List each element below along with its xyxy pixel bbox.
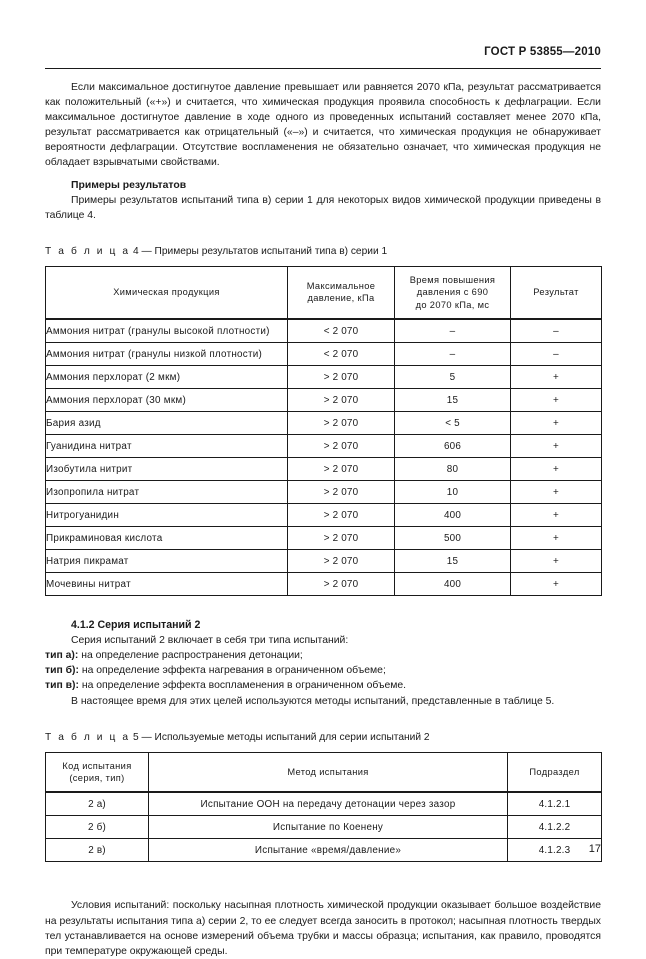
paragraph-series2-intro: Серия испытаний 2 включает в себя три типа испытаний: (71, 635, 349, 647)
table5-col-code-line2: (серия, тип) (69, 773, 125, 784)
table4-cell-rise-time: 15 (395, 550, 511, 573)
table4-header-row (46, 266, 602, 319)
table4-cell-max-pressure: > 2 070 (288, 458, 395, 481)
paragraph-deflagration-criteria: Если максимальное достигнутое давление превышает или равняется 2070 кПа, результат рассматривается как положительный («+») и считается, что химическая продукция проявила способность к дефлаграции. Если максимальное достигнутое давление в ходе одного из проведенных испытаний составляет менее 2070 кПа, результат рассматривается как отрицательный («–») и считается, что химическая продукция не обнаруживает вероятности дефлаграции. Отсутствие воспламенения не обязательно означает, что химическая продукция не обладает взрывчатыми свойствами. (45, 82, 601, 169)
table4-cell-rise-time: – (395, 343, 511, 366)
table4-col-result: Результат (511, 266, 602, 319)
table4-cell-product: Аммония перхлорат (2 мкм) (46, 366, 288, 389)
table4-cell-rise-time: 606 (395, 435, 511, 458)
type-b-label: тип б): (45, 665, 79, 677)
list-item-type-v (45, 678, 601, 693)
table4-cell-rise-time: – (395, 319, 511, 343)
table4-cell-product: Изобутила нитрит (46, 458, 288, 481)
table4-cell-product: Гуанидина нитрат (46, 435, 288, 458)
table-row (46, 481, 602, 504)
table5-caption-number: 5 (133, 731, 139, 743)
table4-cell-max-pressure: > 2 070 (288, 366, 395, 389)
table4-cell-result: + (511, 550, 602, 573)
table-5-test-methods (45, 752, 602, 863)
table-row (46, 343, 602, 366)
table-row (46, 550, 602, 573)
table4-caption-number: 4 (133, 245, 139, 257)
table4-cell-max-pressure: < 2 070 (288, 319, 395, 343)
table4-cell-max-pressure: > 2 070 (288, 389, 395, 412)
table5-cell-subsection: 4.1.2.3 (508, 839, 602, 862)
table5-col-method: Метод испытания (149, 752, 508, 792)
table4-cell-result: + (511, 458, 602, 481)
table4-col-max-pressure (288, 266, 395, 319)
table4-cell-product: Аммония перхлорат (30 мкм) (46, 389, 288, 412)
table4-cell-rise-time: 80 (395, 458, 511, 481)
list-item-type-b (45, 663, 601, 678)
table4-head (46, 266, 602, 319)
table4-cell-product: Аммония нитрат (гранулы высокой плотности) (46, 319, 288, 343)
table4-cell-result: + (511, 504, 602, 527)
table5-header-row (46, 752, 602, 792)
table4-caption-label: Т а б л и ц а (45, 245, 131, 257)
table4-col-max-pressure-line2: давление, кПа (307, 293, 375, 304)
table4-cell-result: + (511, 366, 602, 389)
table4-caption (45, 245, 601, 259)
table4-col-rise-time-line1: Время повышения (409, 274, 496, 285)
table5-cell-subsection: 4.1.2.1 (508, 792, 602, 816)
table4-cell-max-pressure: > 2 070 (288, 504, 395, 527)
table-row (46, 816, 602, 839)
section-heading-4-1-2: 4.1.2 Серия испытаний 2 (71, 619, 201, 632)
table4-cell-rise-time: 400 (395, 504, 511, 527)
table4-cell-product: Аммония нитрат (гранулы низкой плотности) (46, 343, 288, 366)
type-v-label: тип в): (45, 680, 79, 692)
table4-col-product: Химическая продукция (46, 266, 288, 319)
table-row (46, 573, 602, 596)
table4-cell-result: + (511, 573, 602, 596)
table-row (46, 366, 602, 389)
table-4-test-results (45, 266, 602, 596)
table5-cell-subsection: 4.1.2.2 (508, 816, 602, 839)
table-row (46, 319, 602, 343)
table-row (46, 458, 602, 481)
table4-cell-product: Натрия пикрамат (46, 550, 288, 573)
table4-cell-max-pressure: > 2 070 (288, 412, 395, 435)
table4-cell-rise-time: 500 (395, 527, 511, 550)
table4-cell-max-pressure: > 2 070 (288, 435, 395, 458)
table5-cell-method: Испытание по Коенену (149, 816, 508, 839)
table-row (46, 389, 602, 412)
table4-cell-rise-time: 5 (395, 366, 511, 389)
table4-cell-max-pressure: < 2 070 (288, 343, 395, 366)
table-row (46, 839, 602, 862)
table4-body (46, 319, 602, 596)
list-item-type-a (45, 648, 601, 663)
header-rule-divider (45, 68, 601, 69)
table5-cell-code: 2 в) (46, 839, 149, 862)
table4-cell-product: Бария азид (46, 412, 288, 435)
table4-cell-result: + (511, 412, 602, 435)
table5-cell-method: Испытание ООН на передачу детонации через зазор (149, 792, 508, 816)
table5-cell-code: 2 б) (46, 816, 149, 839)
table4-cell-product: Мочевины нитрат (46, 573, 288, 596)
table4-cell-max-pressure: > 2 070 (288, 550, 395, 573)
table4-cell-product: Изопропила нитрат (46, 481, 288, 504)
table5-cell-method: Испытание «время/давление» (149, 839, 508, 862)
table4-col-rise-time-line2: давления с 690 (416, 287, 489, 298)
table5-body (46, 792, 602, 862)
table4-cell-rise-time: < 5 (395, 412, 511, 435)
table-row (46, 435, 602, 458)
table4-cell-rise-time: 400 (395, 573, 511, 596)
table5-col-code-line1: Код испытания (62, 760, 132, 771)
table4-cell-rise-time: 15 (395, 389, 511, 412)
table5-col-code (46, 752, 149, 792)
paragraph-examples-reference: Примеры результатов испытаний типа в) серии 1 для некоторых видов химической продукции приведены в таблице 4. (45, 194, 601, 221)
table4-cell-result: + (511, 527, 602, 550)
table-row (46, 412, 602, 435)
table4-cell-max-pressure: > 2 070 (288, 527, 395, 550)
table4-cell-max-pressure: > 2 070 (288, 573, 395, 596)
page-content (45, 80, 601, 959)
table4-col-max-pressure-line1: Максимальное (306, 281, 376, 292)
table-row (46, 504, 602, 527)
type-v-text: на определение эффекта воспламенения в ограниченном объеме. (78, 680, 407, 692)
table-row (46, 792, 602, 816)
page-number: 17 (588, 843, 601, 855)
table5-col-subsection: Подраздел (508, 752, 602, 792)
table4-cell-result: – (511, 343, 602, 366)
type-a-label: тип а): (45, 650, 79, 662)
table5-head (46, 752, 602, 792)
table4-col-rise-time (395, 266, 511, 319)
table5-caption-label: Т а б л и ц а (45, 731, 131, 743)
table5-cell-code: 2 а) (46, 792, 149, 816)
type-b-text: на определение эффекта нагревания в ограниченном объеме; (78, 665, 386, 677)
table4-cell-product: Прикраминовая кислота (46, 527, 288, 550)
table4-cell-result: – (511, 319, 602, 343)
table4-col-rise-time-line3: до 2070 кПа, мс (415, 299, 490, 310)
paragraph-table5-reference: В настоящее время для этих целей используются методы испытаний, представленные в таблице 5. (71, 695, 555, 707)
subheading-examples-of-results: Примеры результатов (71, 179, 187, 191)
table4-cell-result: + (511, 389, 602, 412)
table4-cell-product: Нитрогуанидин (46, 504, 288, 527)
table-row (46, 527, 602, 550)
table4-cell-rise-time: 10 (395, 481, 511, 504)
table5-caption (45, 731, 601, 745)
table4-cell-max-pressure: > 2 070 (288, 481, 395, 504)
table4-cell-result: + (511, 481, 602, 504)
table4-caption-text: — Примеры результатов испытаний типа в) серии 1 (141, 245, 388, 257)
table4-cell-result: + (511, 435, 602, 458)
table5-caption-text: — Используемые методы испытаний для серии испытаний 2 (141, 731, 430, 743)
type-a-text: на определение распространения детонации; (78, 650, 303, 662)
paragraph-test-conditions: Условия испытаний: поскольку насыпная плотность химической продукции оказывает большое воздействие на результаты испытания типа а) серии 2, то ее следует всегда заносить в протокол; насыпная плотность твердых тел устанавливается на основе измерений объема трубки и массы образца; испытания, как правило, проводятся при температуре окружающей среды. (45, 900, 601, 957)
running-header-standard-id: ГОСТ Р 53855—2010 (484, 46, 601, 58)
